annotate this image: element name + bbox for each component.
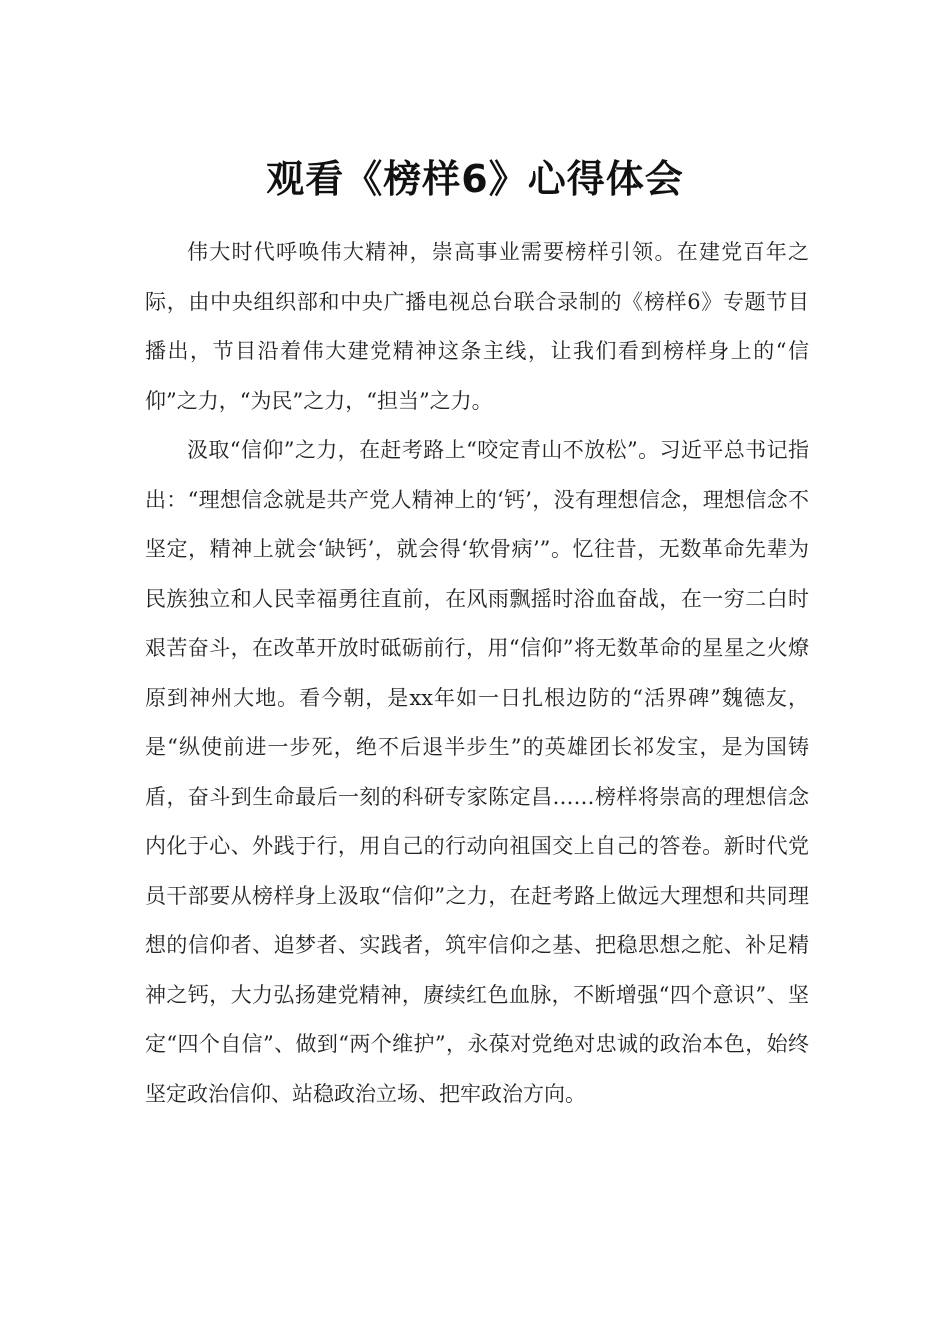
paragraph-faith: 汲取“信仰”之力，在赶考路上“咬定青山不放松”。习近平总书记指出：“理想信念就是共产党人精神上的‘钙’，没有理想信念，理想信念不坚定，精神上就会‘缺钙’，就会得‘软骨病’”。忆往昔，无数革命先辈为民族独立和人民幸福勇往直前，在风雨飘摇时浴血奋战，在一穷二白时艰苦奋斗，在改革开放时砥砺前行，用“信仰”将无数革命的星星之火燎原到神州大地。看今朝，是xx年如一日扎根边防的“活界碑”魏德友，是“纵使前进一步死，绝不后退半步生”的英雄团长祁发宝，是为国铸盾，奋斗到生命最后一刻的科研专家陈定昌……榜样将崇高的理想信念内化于心、外践于行，用自己的行动向祖国交上自己的答卷。新时代党员干部要从榜样身上汲取“信仰”之力，在赶考路上做远大理想和共同理想的信仰者、追梦者、实践者，筑牢信仰之基、把稳思想之舵、补足精神之钙，大力弘扬建党精神，赓续红色血脉，不断增强“四个意识”、坚定“四个自信”、做到“两个维护”，永葆对党绝对忠诚的政治本色，始终坚定政治信仰、站稳政治立场、把牢政治方向。 [145, 438, 809, 1106]
document-body [145, 228, 809, 1119]
document-title: 观看《榜样6》心得体会 [266, 157, 684, 202]
paragraph-intro: 伟大时代呼唤伟大精神，崇高事业需要榜样引领。在建党百年之际，由中央组织部和中央广播电视总台联合录制的《榜样6》专题节目播出，节目沿着伟大建党精神这条主线，让我们看到榜样身上的“信仰”之力，“为民”之力，“担当”之力。 [145, 240, 809, 413]
